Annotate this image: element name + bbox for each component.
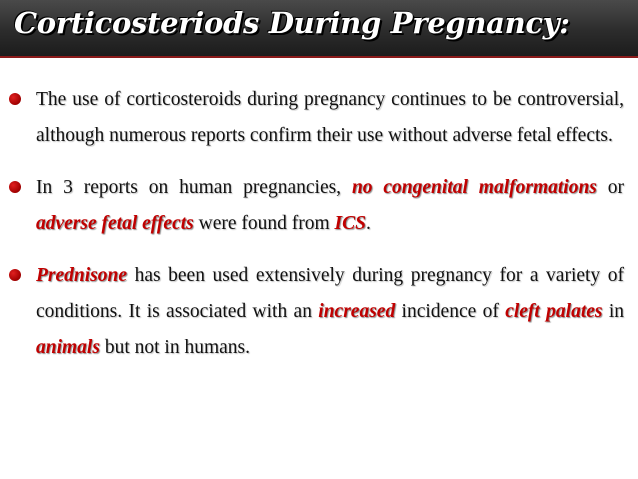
bullet-3-part4: but not in humans. xyxy=(99,337,250,358)
bullet-3-part1: has been used extensively during pregnancy for a variety of conditions. It is associated with an xyxy=(36,265,624,322)
bullet-2-part1: In 3 reports on human pregnancies, xyxy=(36,177,352,198)
highlight-increased: increased xyxy=(318,301,396,322)
highlight-animals: animals xyxy=(36,337,100,358)
bullet-text-2 xyxy=(36,170,624,242)
highlight-no-congenital-malformations: no congenital malformations xyxy=(351,177,597,198)
highlight-ics: ICS xyxy=(334,213,366,234)
highlight-prednisone: Prednisone xyxy=(36,265,128,286)
bullet-text-3 xyxy=(36,258,624,366)
bullet-dot-icon xyxy=(9,93,21,105)
bullet-dot-icon xyxy=(9,181,21,193)
highlight-cleft-palates: cleft palates xyxy=(505,301,603,322)
bullet-item-1 xyxy=(0,82,638,154)
highlight-adverse-fetal-effects: adverse fetal effects xyxy=(36,213,194,234)
bullet-dot-icon xyxy=(9,269,21,281)
bullet-list xyxy=(0,82,638,382)
bullet-2-part4: . xyxy=(365,213,371,234)
bullet-item-2 xyxy=(0,170,638,242)
bullet-2-part2: or xyxy=(596,177,625,198)
bullet-1-text: The use of corticosteroids during pregnancy continues to be controversial, although numerous reports confirm their use without adverse fetal effects. xyxy=(36,89,624,146)
title-bar xyxy=(0,0,638,58)
bullet-item-3 xyxy=(0,258,638,366)
bullet-text-1 xyxy=(36,82,624,154)
slide-title: Corticosteriods During Pregnancy: xyxy=(14,6,570,40)
bullet-2-part3: were found from xyxy=(193,213,335,234)
bullet-3-part2: incidence of xyxy=(395,301,506,322)
bullet-3-part3: in xyxy=(602,301,625,322)
